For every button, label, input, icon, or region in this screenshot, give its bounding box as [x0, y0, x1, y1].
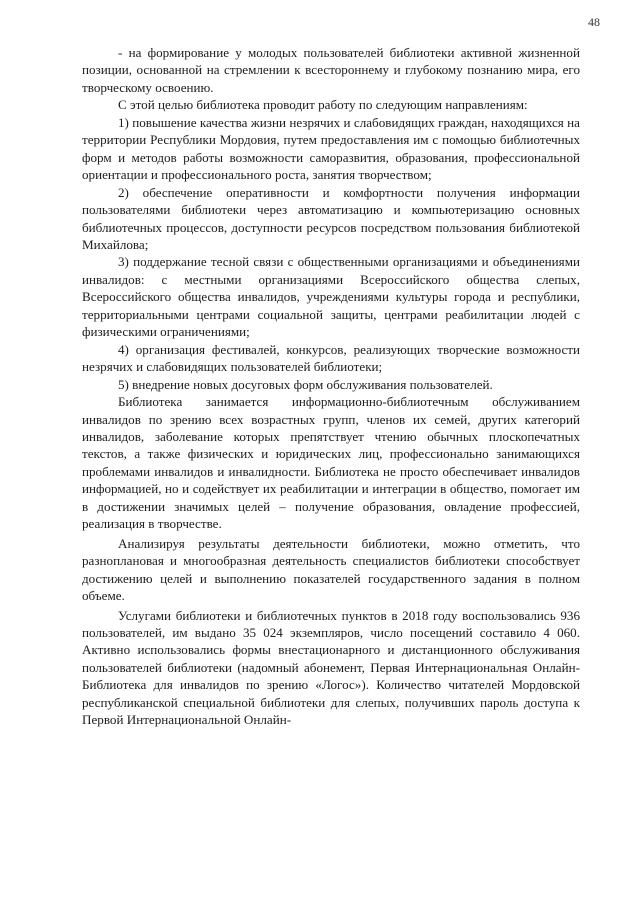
paragraph-directions-intro: С этой целью библиотека проводит работу по следующим направлениям:: [118, 97, 528, 113]
page-body: [82, 44, 580, 729]
list-item-1: 1) повышение качества жизни незрячих и слабовидящих граждан, находящихся на территории Республики Мордовия, путем предоставления им с помощью библиотечных форм и методов работы возможности саморазвития, образования, профессиональной ориентации и профессионального роста, занятия творчеством;: [82, 114, 580, 183]
list-item-3: 3) поддержание тесной связи с общественными организациями и объединениями инвалидов: с местными организациями Всероссийского общества слепых, Всероссийского общества инвалидов, учреждениями культуры города и республики, территориальными центрами социальной защиты, центрами реабилитации людей с физическими ограничениями;: [82, 254, 580, 340]
list-item-2: 2) обеспечение оперативности и комфортности получения информации пользователями библиотеки через автоматизацию и компьютеризацию основных библиотечных процессов, доступности ресурсов посредством пользования библиотекой Михайлова;: [82, 184, 580, 252]
page-number: 48: [588, 15, 600, 29]
paragraph-youth-goal: - на формирование у молодых пользователей библиотеки активной жизненной позиции, основанной на стремлении к всестороннему и глубокому познанию мира, его творческому освоению.: [82, 45, 580, 95]
paragraph-library-service: Библиотека занимается информационно-библиотечным обслуживанием инвалидов по зрению всех возрастных групп, членов их семей, других категорий инвалидов, заболевание которых препятствует чтению обычных плоскопечатных текстов, а также физических и юридических лиц, профессионально занимающихся проблемами инвалидов и инвалидности. Библиотека не просто обеспечивает инвалидов информацией, но и содействует их реабилитации и интеграции в общество, помогает им в достижении значимых целей – получение образования, овладение профессией, реализация в творчестве.: [82, 394, 580, 532]
list-item-4: 4) организация фестивалей, конкурсов, реализующих творческие возможности незрячих и слабовидящих пользователей библиотеки;: [82, 341, 580, 375]
paragraph-results-analysis: Анализируя результаты деятельности библиотеки, можно отметить, что разноплановая и многообразная деятельность специалистов библиотеки способствует достижению целей и выполнению показателей государственного задания в полном объеме.: [82, 535, 580, 604]
list-item-5: 5) внедрение новых досуговых форм обслуживания пользователей.: [118, 376, 493, 392]
paragraph-statistics-2018: Услугами библиотеки и библиотечных пунктов в 2018 году воспользовались 936 пользователей, им выдано 35 024 экземпляров, число посещений составило 4 060. Активно использовались формы внестационарного и дистанционного обслуживания пользователей библиотеки (надомный абонемент, Первая Интернациональная Онлайн-Библиотека для инвалидов по зрению «Логос»). Количество читателей Мордовской республиканской специальной библиотеки для слепых, получивших пароль доступа к Первой Интернациональной Онлайн-: [82, 607, 580, 728]
